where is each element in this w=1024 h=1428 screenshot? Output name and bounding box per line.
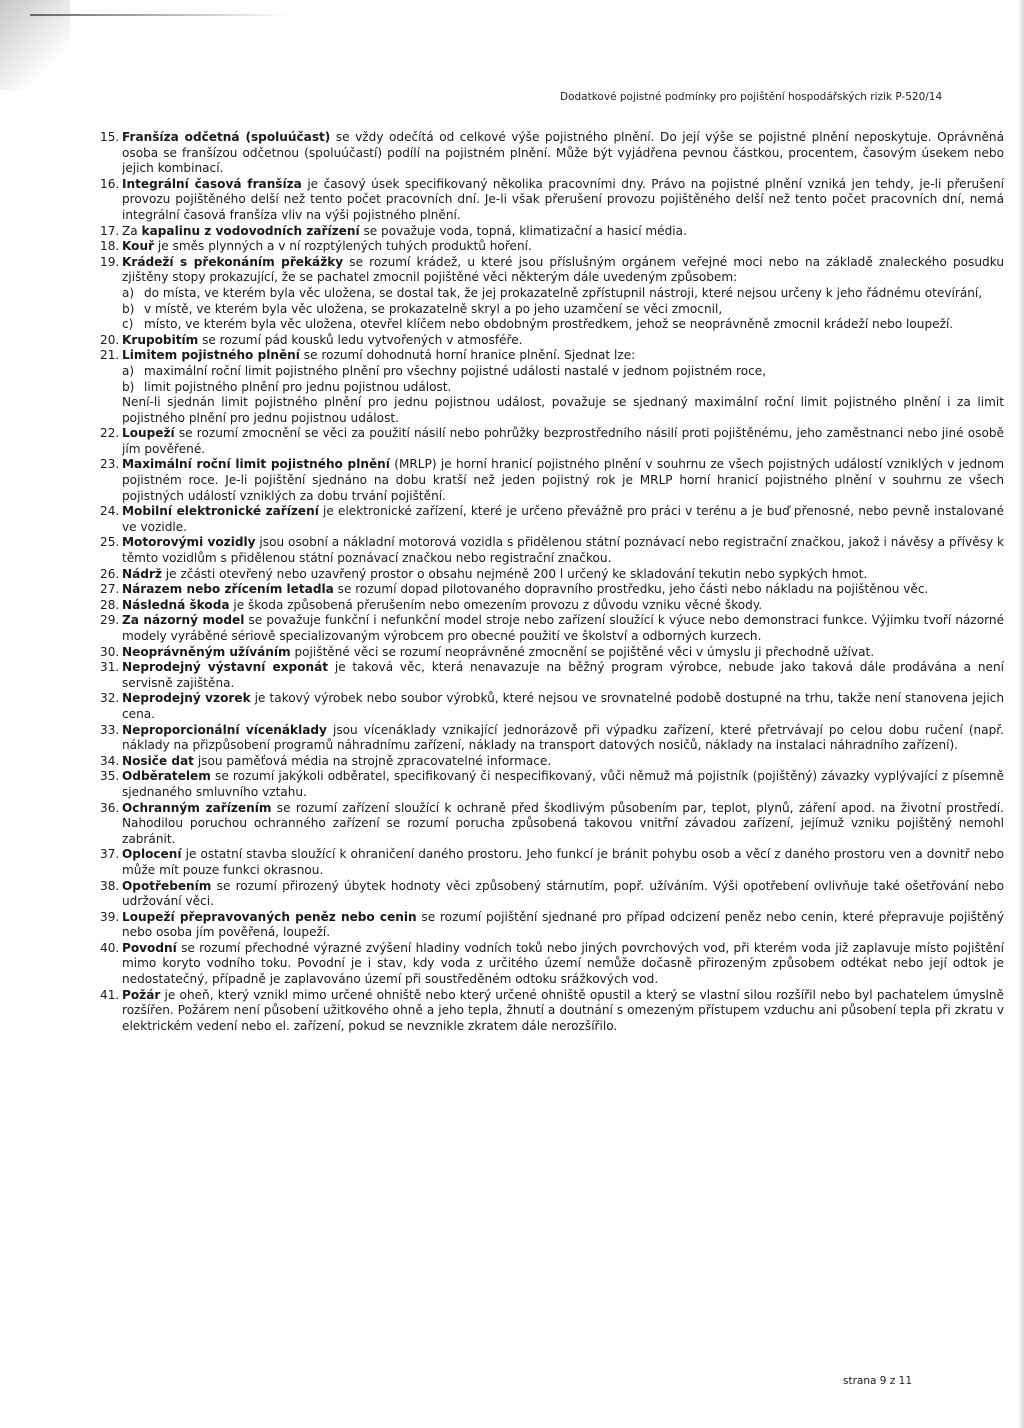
definition-text: je směs plynných a v ní rozptýlených tuhých produktů hoření. — [154, 239, 532, 254]
definition-text: (MRLP) je horní hranicí pojistného plnění v souhrnu ze všech pojistných událostí vzniklých v jednom pojistném roce. Je-li pojištění sjednáno na dobu kratší než jeden pojistný rok je MRLP horní hranicí pojistného plnění v souhrnu ze všech pojistných událostí vzniklých za dobu trvání pojištění. — [122, 457, 1004, 503]
item-number: 32. — [100, 691, 120, 706]
definition-item — [100, 426, 1004, 457]
definition-text: se rozumí přechodné výrazné zvýšení hladiny vodních toků nebo jiných povrchových vod, při kterém voda již zaplavuje místo pojištění mimo koryto vodního toku. Povodní je i stav, kdy voda z určitého území nemůže dočasně přirozeným způsobem odtékat nebo její odtok je nedostatečný, případně je zaplavováno území při soustředěném odtoku srážkových vod. — [122, 940, 1004, 987]
definition-item — [100, 847, 1004, 878]
item-prefix: Za — [122, 223, 142, 238]
defined-term: Neprodejný vzorek — [122, 691, 251, 706]
item-number: 23. — [100, 457, 120, 472]
definition-item — [100, 348, 1004, 364]
defined-term: Požár — [122, 987, 161, 1002]
definition-item — [100, 598, 1004, 614]
definition-text: je ostatní stavba sloužící k ohraničení daného prostoru. Jeho funkcí je bránit pohybu osob a věcí z daného prostoru ven a dovnitř nebo může mít pouze funkci okrasnou. — [122, 847, 1004, 877]
definition-text: je taková věc, která nenavazuje na běžný program výrobce, nebude jako taková dále prodávána a není servisně zajištěna. — [122, 660, 1004, 690]
definition-item — [100, 130, 1004, 177]
definition-item — [100, 613, 1004, 644]
definition-item — [100, 660, 1004, 691]
definition-item — [100, 239, 1004, 255]
definition-text: jsou paměťová média na strojně zpracovatelné informace. — [193, 753, 552, 768]
definition-item — [100, 535, 1004, 566]
defined-term: Integrální časová franšíza — [122, 176, 302, 191]
definition-text: je oheň, který vznikl mimo určené ohniště nebo který určené ohniště opustil a který se vlastní silou rozšířil nebo byl pachatelem úmyslně rozšířen. Požárem není působení užitkového ohně a jeho tepla, žhnutí a doutnání s omezeným přístupem vzduchu ani působení tepla při zkratu v elektrickém vedení nebo el. zařízení, pokud se nevznikle zkratem dále nerozšířilo. — [122, 987, 1004, 1033]
item-number: 22. — [100, 426, 120, 441]
defined-term: Loupeží přepravovaných peněz nebo cenin — [122, 909, 417, 924]
definition-text: je škoda způsobená přerušením nebo omezením provozu z důvodu vzniku věcné škody. — [229, 597, 763, 612]
definition-item — [100, 567, 1004, 583]
definition-item — [100, 879, 1004, 910]
sub-item-text: místo, ve kterém byla věc uložena, otevřel klíčem nebo obdobným prostředkem, jehož se neoprávněně zmocnil krádeží nebo loupeží. — [144, 317, 954, 332]
definition-item — [100, 941, 1004, 988]
item-number: 29. — [100, 613, 120, 628]
defined-term: Neprodejný výstavní exponát — [122, 660, 329, 675]
defined-term: Za názorný model — [122, 613, 245, 628]
definition-item — [100, 723, 1004, 754]
defined-term: Povodní — [122, 940, 177, 955]
defined-term: Nádrž — [122, 566, 162, 581]
sub-item-text: maximální roční limit pojistného plnění pro všechny pojistné události nastalé v jednom pojistném roce, — [144, 363, 767, 378]
definition-text: je takový výrobek nebo soubor výrobků, které nejsou ve srovnatelné podobě dostupné na trhu, takže není stanovena jejich cena. — [122, 691, 1004, 721]
definition-text: se považuje funkční i nefunkční model stroje nebo zařízení sloužící k výuce nebo demonstraci funkce. Výjimku tvoří názorné modely vyráběné sériově specializovaným výrobcem pro obecné použití ve školství a odborných kurzech. — [122, 613, 1005, 643]
defined-term: Oplocení — [122, 847, 182, 862]
definition-text: se považuje voda, topná, klimatizační a hasicí média. — [359, 223, 687, 238]
defined-term: Odběratelem — [122, 769, 211, 784]
item-number: 27. — [100, 582, 120, 597]
item-number: 28. — [100, 597, 120, 612]
definition-item — [100, 645, 1004, 661]
definition-text: se rozumí pád kousků ledu vytvořených v atmosféře. — [198, 332, 523, 347]
scan-artifact-line — [30, 14, 290, 16]
defined-term: Opotřebením — [122, 878, 212, 893]
definition-item — [100, 801, 1004, 848]
definition-item — [100, 333, 1004, 349]
item-number: 16. — [100, 176, 120, 191]
definition-item — [100, 910, 1004, 941]
sub-list — [100, 286, 1004, 333]
defined-term: kapalinu z vodovodních zařízení — [141, 223, 360, 238]
page-header: Dodatkové pojistné podmínky pro pojištění hospodářských rizik P-520/14 — [560, 91, 943, 103]
defined-term: Následná škoda — [122, 597, 230, 612]
definition-text: se rozumí krádež, u které jsou příslušným orgánem veřejné moci nebo na základě znaleckého posudku zjištěny stopy prokazující, že se pachatel zmocnil pojištěné věci některým dále uvedeným způsobem: — [122, 254, 1004, 285]
sub-item-letter: b) — [122, 301, 135, 316]
definition-text: se rozumí zařízení sloužící k ochraně před škodlivým působením par, teplot, plynů, záření apod. na životní prostředí. Nahodilou poruchou ochranného zařízení se rozumí porucha způsobená takovou vnitřní závadou zařízení, jejímuž vzniku pojištěný nemohl zabránit. — [122, 800, 1004, 846]
item-number: 17. — [100, 223, 120, 238]
definition-text: je elektronické zařízení, které je určeno převážně pro práci v terénu a je buď přenosné, nebo pevně instalované ve vozidle. — [122, 504, 1004, 534]
definition-text: je zčásti otevřený nebo uzavřený prostor o obsahu nejméně 200 l určený ke skladování tekutin nebo sypkých hmot. — [161, 566, 868, 581]
defined-term: Neoprávněným užíváním — [122, 644, 291, 659]
definition-text: je časový úsek specifikovaný několika pracovními dny. Právo na pojistné plnění vzniká jen tehdy, je-li přerušení provozu pojištěného delší než tento počet pracovních dní. Je-li však přerušení provozu pojištěného delší než tento počet pracovních dní, nemá integrální časová franšíza vliv na výši pojistného plnění. — [122, 176, 1004, 222]
definition-text: se rozumí dohodnutá horní hranice plnění. Sjednat lze: — [299, 348, 636, 363]
sub-item-letter: c) — [122, 317, 134, 332]
defined-term: Krádeží s překonáním překážky — [122, 254, 344, 269]
defined-term: Neproporcionální vícenáklady — [122, 722, 327, 737]
sub-item — [122, 364, 1004, 380]
definition-text: se rozumí zmocnění se věci za použití násilí nebo pohrůžky bezprostředního násilí proti pojištěnému, jeho zaměstnanci nebo jiné osobě jím pověřené. — [122, 426, 1004, 456]
defined-term: Nosiče dat — [122, 753, 194, 768]
definition-text: jsou osobní a nákladní motorová vozidla s přidělenou státní poznávací nebo registrační značkou, jakož i návěsy a přívěsy k těmto vozidlům s přidělenou státní poznávací značkou nebo registrační značkou. — [122, 535, 1004, 566]
definition-item — [100, 988, 1004, 1035]
definition-continuation: Není-li sjednán limit pojistného plnění pro jednu pojistnou událost, považuje se sjednaný maximální roční limit pojistného plnění i za limit pojistného plnění pro jednu pojistnou událost. — [122, 395, 1004, 425]
definition-text: se rozumí pojištění sjednané pro případ odcizení peněz nebo cenin, které přepravuje pojištěný nebo osoba jím pověřená, loupeží. — [122, 909, 1004, 940]
definition-item — [100, 769, 1004, 800]
definition-item — [100, 754, 1004, 770]
defined-term: Loupeží — [122, 426, 175, 441]
item-number: 21. — [100, 348, 120, 363]
sub-item-letter: a) — [122, 363, 135, 378]
item-number: 19. — [100, 254, 120, 269]
item-number: 34. — [100, 753, 120, 768]
sub-item — [122, 302, 1004, 318]
definition-item — [100, 177, 1004, 224]
definition-item — [100, 224, 1004, 240]
definitions-list — [100, 130, 1004, 1034]
item-number: 37. — [100, 847, 120, 862]
page-number: strana 9 z 11 — [843, 1375, 912, 1387]
item-number: 15. — [100, 130, 120, 144]
definition-item — [100, 504, 1004, 535]
item-number: 31. — [100, 660, 120, 675]
defined-term: Motorovými vozidly — [122, 535, 256, 550]
item-number: 33. — [100, 722, 120, 737]
sub-item-text: v místě, ve kterém byla věc uložena, se prokazatelně skryl a po jeho uzamčení se věci zmocnil, — [144, 301, 723, 316]
item-number: 18. — [100, 239, 120, 254]
item-number: 30. — [100, 644, 120, 659]
defined-term: Krupobitím — [122, 332, 199, 347]
item-number: 20. — [100, 332, 120, 347]
definition-item — [100, 255, 1004, 286]
definition-item — [100, 457, 1004, 504]
item-number: 39. — [100, 909, 120, 924]
sub-item — [122, 380, 1004, 396]
definition-text: se vždy odečítá od celkové výše pojistného plnění. Do její výše se pojistné plnění neposkytuje. Oprávněná osoba se franšízou odčetnou (spoluúčastí) podílí na pojistném plnění. Může být vyjádřena pevnou částkou, procentem, časovým úsekem nebo jejich kombinací. — [122, 130, 1005, 176]
item-number: 25. — [100, 535, 120, 550]
item-number: 26. — [100, 566, 120, 581]
sub-item — [122, 286, 1004, 302]
definition-text: jsou vícenáklady vznikající jednorázově při výpadku zařízení, které přetrvávají po celou dobu ručení (např. náklady na přizpůsobení programů náhradnímu zařízení, náklady na transport datových nosičů, náklady na instalaci náhradního zařízení). — [122, 722, 1005, 753]
defined-term: Maximální roční limit pojistného plnění — [122, 457, 390, 472]
item-number: 24. — [100, 504, 120, 519]
defined-term: Mobilní elektronické zařízení — [122, 504, 319, 519]
sub-item-text: limit pojistného plnění pro jednu pojistnou událost. — [144, 379, 452, 394]
sub-item-letter: b) — [122, 379, 135, 394]
sub-list — [100, 364, 1004, 426]
definition-text: se rozumí přirozený úbytek hodnoty věci způsobený stárnutím, popř. užíváním. Výši opotřebení ovlivňuje také ošetřování nebo udržování věci. — [122, 878, 1004, 909]
scan-edge — [1018, 0, 1024, 1428]
sub-item-letter: a) — [122, 285, 135, 300]
item-number: 41. — [100, 987, 120, 1002]
item-number: 36. — [100, 800, 120, 815]
item-number: 35. — [100, 769, 120, 784]
definition-item — [100, 691, 1004, 722]
definition-text: se rozumí dopad pilotovaného dopravního prostředku, jeho části nebo nákladu na pojištěnou věc. — [333, 582, 929, 597]
definition-text: se rozumí jakýkoli odběratel, specifikovaný či nespecifikovaný, vůči němuž má pojistník (pojištěný) závazky vyplývající z písemně sjednaného smluvního vztahu. — [122, 769, 1004, 799]
definition-text: pojištěné věci se rozumí neoprávněné zmocnění se pojištěné věci v úmyslu ji přechodně užívat. — [290, 644, 875, 659]
defined-term: Kouř — [122, 239, 155, 254]
sub-item — [122, 317, 1004, 333]
defined-term: Nárazem nebo zřícením letadla — [122, 582, 334, 597]
defined-term: Limitem pojistného plnění — [122, 348, 300, 363]
item-number: 40. — [100, 940, 120, 955]
sub-item-text: do místa, ve kterém byla věc uložena, se dostal tak, že jej prokazatelně zpřístupnil nástroji, které nejsou určeny k jeho řádnému otevírání, — [144, 285, 983, 300]
definition-item — [100, 582, 1004, 598]
defined-term: Ochranným zařízením — [122, 800, 272, 815]
defined-term: Franšíza odčetná (spoluúčast) — [122, 130, 331, 144]
item-number: 38. — [100, 878, 120, 893]
